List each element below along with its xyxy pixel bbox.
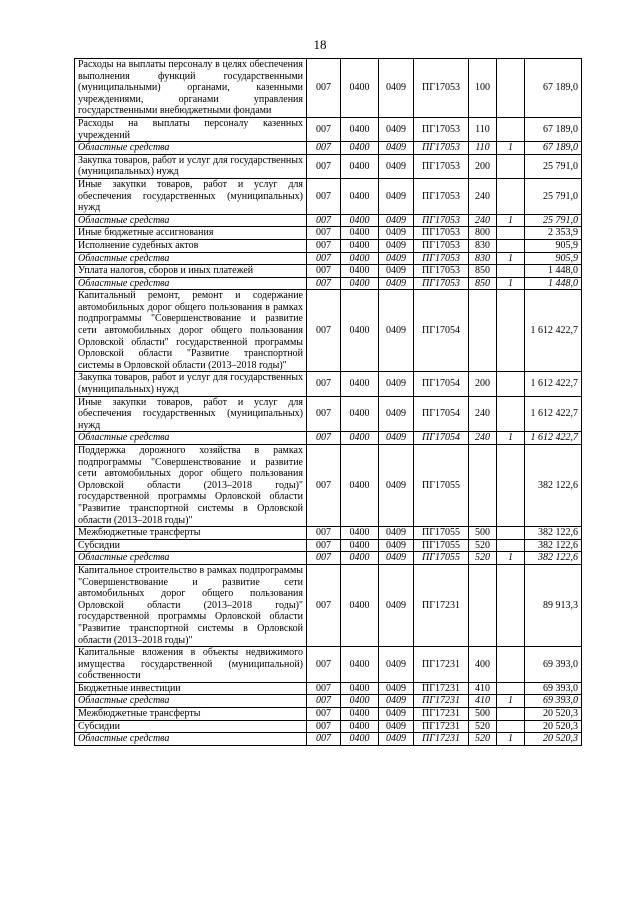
row-rz-cell: 0400 — [341, 154, 379, 178]
row-fin-cell: 1 — [497, 214, 525, 227]
table-row — [75, 708, 582, 721]
table-row — [75, 239, 582, 252]
row-vr-cell: 500 — [469, 708, 497, 721]
row-fin-cell: 1 — [497, 552, 525, 565]
row-rz-cell: 0400 — [341, 539, 379, 552]
row-fin-cell — [497, 682, 525, 695]
row-vr-cell: 110 — [469, 142, 497, 155]
row-name-cell: Закупка товаров, работ и услуг для государственных (муниципальных) нужд — [75, 154, 307, 178]
row-pr-cell: 0409 — [379, 227, 414, 240]
row-csr-cell: ПГ17053 — [414, 178, 469, 214]
row-name-cell: Капитальные вложения в объекты недвижимого имущества государственной (муниципальной) собственности — [75, 647, 307, 683]
row-ved-cell: 007 — [307, 239, 341, 252]
row-ved-cell: 007 — [307, 445, 341, 527]
row-sum-cell: 69 393,0 — [525, 695, 582, 708]
row-ved-cell: 007 — [307, 142, 341, 155]
row-name-cell: Областные средства — [75, 142, 307, 155]
row-name-cell: Областные средства — [75, 552, 307, 565]
row-name-cell: Субсидии — [75, 539, 307, 552]
table-row — [75, 527, 582, 540]
row-sum-cell: 1 612 422,7 — [525, 372, 582, 396]
row-name-cell: Областные средства — [75, 733, 307, 746]
row-pr-cell: 0409 — [379, 142, 414, 155]
row-rz-cell: 0400 — [341, 239, 379, 252]
row-csr-cell: ПГ17053 — [414, 277, 469, 290]
row-pr-cell: 0409 — [379, 239, 414, 252]
row-csr-cell: ПГ17231 — [414, 647, 469, 683]
row-vr-cell: 110 — [469, 117, 497, 141]
row-rz-cell: 0400 — [341, 647, 379, 683]
row-pr-cell: 0409 — [379, 290, 414, 372]
row-name-cell: Бюджетные инвестиции — [75, 682, 307, 695]
row-rz-cell: 0400 — [341, 527, 379, 540]
row-csr-cell: ПГ17055 — [414, 445, 469, 527]
row-csr-cell: ПГ17053 — [414, 142, 469, 155]
row-rz-cell: 0400 — [341, 564, 379, 646]
row-sum-cell: 69 393,0 — [525, 682, 582, 695]
row-ved-cell: 007 — [307, 552, 341, 565]
row-name-cell: Расходы на выплаты персоналу казенных учреждений — [75, 117, 307, 141]
row-rz-cell: 0400 — [341, 252, 379, 265]
row-csr-cell: ПГ17055 — [414, 527, 469, 540]
row-fin-cell — [497, 227, 525, 240]
row-pr-cell: 0409 — [379, 59, 414, 118]
row-pr-cell: 0409 — [379, 733, 414, 746]
row-vr-cell: 240 — [469, 396, 497, 432]
row-vr-cell: 200 — [469, 154, 497, 178]
row-csr-cell: ПГ17054 — [414, 290, 469, 372]
row-fin-cell — [497, 445, 525, 527]
row-vr-cell: 520 — [469, 733, 497, 746]
row-rz-cell: 0400 — [341, 59, 379, 118]
table-row — [75, 432, 582, 445]
page-number: 18 — [313, 37, 327, 52]
row-csr-cell: ПГ17053 — [414, 252, 469, 265]
row-pr-cell: 0409 — [379, 432, 414, 445]
row-fin-cell: 1 — [497, 277, 525, 290]
row-rz-cell: 0400 — [341, 552, 379, 565]
row-vr-cell: 850 — [469, 265, 497, 278]
table-row — [75, 227, 582, 240]
row-name-cell: Межбюджетные трансферты — [75, 708, 307, 721]
table-row — [75, 265, 582, 278]
row-vr-cell: 520 — [469, 720, 497, 733]
row-vr-cell: 240 — [469, 214, 497, 227]
row-ved-cell: 007 — [307, 290, 341, 372]
table-row — [75, 552, 582, 565]
row-sum-cell: 20 520,3 — [525, 733, 582, 746]
row-ved-cell: 007 — [307, 682, 341, 695]
row-csr-cell: ПГ17054 — [414, 396, 469, 432]
table-row — [75, 647, 582, 683]
row-csr-cell: ПГ17053 — [414, 59, 469, 118]
table-row — [75, 445, 582, 527]
row-sum-cell: 25 791,0 — [525, 154, 582, 178]
row-rz-cell: 0400 — [341, 214, 379, 227]
row-name-cell: Исполнение судебных актов — [75, 239, 307, 252]
row-ved-cell: 007 — [307, 539, 341, 552]
row-rz-cell: 0400 — [341, 227, 379, 240]
row-ved-cell: 007 — [307, 396, 341, 432]
row-csr-cell: ПГ17231 — [414, 708, 469, 721]
row-vr-cell — [469, 445, 497, 527]
row-csr-cell: ПГ17054 — [414, 372, 469, 396]
row-vr-cell: 200 — [469, 372, 497, 396]
row-fin-cell — [497, 647, 525, 683]
row-fin-cell — [497, 290, 525, 372]
row-sum-cell: 382 122,6 — [525, 539, 582, 552]
row-sum-cell: 905,9 — [525, 239, 582, 252]
row-vr-cell: 830 — [469, 252, 497, 265]
row-name-cell: Областные средства — [75, 277, 307, 290]
row-vr-cell: 520 — [469, 539, 497, 552]
table-row — [75, 117, 582, 141]
row-ved-cell: 007 — [307, 708, 341, 721]
row-ved-cell: 007 — [307, 527, 341, 540]
table-row — [75, 396, 582, 432]
table-row — [75, 695, 582, 708]
row-ved-cell: 007 — [307, 277, 341, 290]
row-vr-cell: 500 — [469, 527, 497, 540]
row-pr-cell: 0409 — [379, 720, 414, 733]
row-pr-cell: 0409 — [379, 277, 414, 290]
row-rz-cell: 0400 — [341, 117, 379, 141]
row-vr-cell: 830 — [469, 239, 497, 252]
row-vr-cell: 240 — [469, 432, 497, 445]
row-csr-cell: ПГ17053 — [414, 265, 469, 278]
row-ved-cell: 007 — [307, 227, 341, 240]
row-fin-cell: 1 — [497, 695, 525, 708]
row-name-cell: Областные средства — [75, 214, 307, 227]
row-pr-cell: 0409 — [379, 445, 414, 527]
row-vr-cell: 800 — [469, 227, 497, 240]
row-csr-cell: ПГ17231 — [414, 695, 469, 708]
row-rz-cell: 0400 — [341, 682, 379, 695]
row-fin-cell: 1 — [497, 142, 525, 155]
row-ved-cell: 007 — [307, 154, 341, 178]
row-sum-cell: 67 189,0 — [525, 59, 582, 118]
row-name-cell: Областные средства — [75, 432, 307, 445]
row-csr-cell: ПГ17231 — [414, 720, 469, 733]
row-rz-cell: 0400 — [341, 178, 379, 214]
row-fin-cell — [497, 527, 525, 540]
row-name-cell: Уплата налогов, сборов и иных платежей — [75, 265, 307, 278]
row-ved-cell: 007 — [307, 432, 341, 445]
row-fin-cell — [497, 539, 525, 552]
row-fin-cell — [497, 396, 525, 432]
table-row — [75, 564, 582, 646]
row-csr-cell: ПГ17054 — [414, 432, 469, 445]
row-sum-cell: 1 612 422,7 — [525, 432, 582, 445]
table-row — [75, 59, 582, 118]
row-vr-cell — [469, 290, 497, 372]
row-name-cell: Областные средства — [75, 695, 307, 708]
row-name-cell: Иные бюджетные ассигнования — [75, 227, 307, 240]
row-ved-cell: 007 — [307, 372, 341, 396]
row-csr-cell: ПГ17053 — [414, 227, 469, 240]
row-vr-cell: 850 — [469, 277, 497, 290]
row-fin-cell: 1 — [497, 252, 525, 265]
row-ved-cell: 007 — [307, 720, 341, 733]
row-fin-cell — [497, 265, 525, 278]
row-csr-cell: ПГ17053 — [414, 214, 469, 227]
row-sum-cell: 1 448,0 — [525, 277, 582, 290]
row-name-cell: Расходы на выплаты персоналу в целях обеспечения выполнения функций государственными (муниципальными) органами, казенными учреждениями, органами управления государственными внебюджетными фондами — [75, 59, 307, 118]
row-ved-cell: 007 — [307, 59, 341, 118]
row-sum-cell: 905,9 — [525, 252, 582, 265]
row-rz-cell: 0400 — [341, 372, 379, 396]
row-ved-cell: 007 — [307, 214, 341, 227]
row-sum-cell: 382 122,6 — [525, 527, 582, 540]
table-row — [75, 142, 582, 155]
row-vr-cell — [469, 564, 497, 646]
row-csr-cell: ПГ17231 — [414, 733, 469, 746]
row-rz-cell: 0400 — [341, 290, 379, 372]
row-name-cell: Областные средства — [75, 252, 307, 265]
row-pr-cell: 0409 — [379, 647, 414, 683]
row-sum-cell: 25 791,0 — [525, 178, 582, 214]
row-rz-cell: 0400 — [341, 265, 379, 278]
row-csr-cell: ПГ17231 — [414, 682, 469, 695]
table-row — [75, 372, 582, 396]
row-fin-cell — [497, 117, 525, 141]
table-row — [75, 290, 582, 372]
row-pr-cell: 0409 — [379, 252, 414, 265]
row-fin-cell: 1 — [497, 733, 525, 746]
row-pr-cell: 0409 — [379, 552, 414, 565]
row-csr-cell: ПГ17053 — [414, 239, 469, 252]
row-name-cell: Закупка товаров, работ и услуг для государственных (муниципальных) нужд — [75, 372, 307, 396]
row-sum-cell: 20 520,3 — [525, 720, 582, 733]
row-sum-cell: 20 520,3 — [525, 708, 582, 721]
row-ved-cell: 007 — [307, 647, 341, 683]
row-rz-cell: 0400 — [341, 396, 379, 432]
row-fin-cell — [497, 178, 525, 214]
table-row — [75, 252, 582, 265]
row-ved-cell: 007 — [307, 733, 341, 746]
row-sum-cell: 67 189,0 — [525, 117, 582, 141]
row-rz-cell: 0400 — [341, 432, 379, 445]
table-row — [75, 277, 582, 290]
table-row — [75, 178, 582, 214]
table-row — [75, 539, 582, 552]
row-sum-cell: 1 612 422,7 — [525, 290, 582, 372]
row-name-cell: Межбюджетные трансферты — [75, 527, 307, 540]
row-fin-cell — [497, 59, 525, 118]
row-ved-cell: 007 — [307, 265, 341, 278]
row-vr-cell: 400 — [469, 647, 497, 683]
row-csr-cell: ПГ17055 — [414, 539, 469, 552]
row-ved-cell: 007 — [307, 252, 341, 265]
row-rz-cell: 0400 — [341, 708, 379, 721]
row-vr-cell: 410 — [469, 682, 497, 695]
row-sum-cell: 67 189,0 — [525, 142, 582, 155]
row-pr-cell: 0409 — [379, 682, 414, 695]
row-rz-cell: 0400 — [341, 733, 379, 746]
row-sum-cell: 382 122,6 — [525, 552, 582, 565]
row-ved-cell: 007 — [307, 695, 341, 708]
row-pr-cell: 0409 — [379, 214, 414, 227]
row-sum-cell: 25 791,0 — [525, 214, 582, 227]
table-row — [75, 733, 582, 746]
row-pr-cell: 0409 — [379, 695, 414, 708]
row-fin-cell — [497, 720, 525, 733]
row-pr-cell: 0409 — [379, 154, 414, 178]
row-pr-cell: 0409 — [379, 708, 414, 721]
row-csr-cell: ПГ17055 — [414, 552, 469, 565]
row-name-cell: Поддержка дорожного хозяйства в рамках подпрограммы "Совершенствование и развитие сети автомобильных дорог общего пользования Орловской области (2013–2018 годы)" государственной программы Орловской области "Развитие транспортной системы в Орловской области (2013–2018 годы)" — [75, 445, 307, 527]
row-sum-cell: 1 448,0 — [525, 265, 582, 278]
row-rz-cell: 0400 — [341, 720, 379, 733]
table-row — [75, 682, 582, 695]
row-fin-cell — [497, 154, 525, 178]
row-fin-cell — [497, 564, 525, 646]
table-row — [75, 154, 582, 178]
table-row — [75, 214, 582, 227]
row-pr-cell: 0409 — [379, 564, 414, 646]
row-vr-cell: 240 — [469, 178, 497, 214]
row-sum-cell: 69 393,0 — [525, 647, 582, 683]
row-pr-cell: 0409 — [379, 372, 414, 396]
row-name-cell: Капитальное строительство в рамках подпрограммы "Совершенствование и развитие сети автомобильных дорог общего пользования Орловской области (2013–2018 годы)" государственной программы Орловской области "Развитие транспортной системы в Орловской области (2013–2018 годы)" — [75, 564, 307, 646]
row-rz-cell: 0400 — [341, 142, 379, 155]
row-sum-cell: 89 913,3 — [525, 564, 582, 646]
row-ved-cell: 007 — [307, 178, 341, 214]
row-csr-cell: ПГ17053 — [414, 154, 469, 178]
row-name-cell: Субсидии — [75, 720, 307, 733]
row-csr-cell: ПГ17053 — [414, 117, 469, 141]
row-vr-cell: 520 — [469, 552, 497, 565]
row-fin-cell — [497, 239, 525, 252]
row-pr-cell: 0409 — [379, 527, 414, 540]
row-rz-cell: 0400 — [341, 695, 379, 708]
row-pr-cell: 0409 — [379, 265, 414, 278]
row-pr-cell: 0409 — [379, 539, 414, 552]
row-name-cell: Иные закупки товаров, работ и услуг для обеспечения государственных (муниципальных) нужд — [75, 178, 307, 214]
row-fin-cell: 1 — [497, 432, 525, 445]
budget-table — [74, 58, 582, 746]
row-rz-cell: 0400 — [341, 277, 379, 290]
row-pr-cell: 0409 — [379, 396, 414, 432]
row-name-cell: Иные закупки товаров, работ и услуг для обеспечения государственных (муниципальных) нужд — [75, 396, 307, 432]
row-vr-cell: 100 — [469, 59, 497, 118]
row-sum-cell: 1 612 422,7 — [525, 396, 582, 432]
row-pr-cell: 0409 — [379, 178, 414, 214]
row-fin-cell — [497, 372, 525, 396]
row-rz-cell: 0400 — [341, 445, 379, 527]
row-name-cell: Капитальный ремонт, ремонт и содержание автомобильных дорог общего пользования в рамках подпрограммы "Совершенствование и развитие сети автомобильных дорог общего пользования Орловской области" государственной программы Орловской области "Развитие транспортной системы в Орловской области (2013–2018 годы)" — [75, 290, 307, 372]
row-pr-cell: 0409 — [379, 117, 414, 141]
row-vr-cell: 410 — [469, 695, 497, 708]
row-fin-cell — [497, 708, 525, 721]
row-ved-cell: 007 — [307, 117, 341, 141]
row-sum-cell: 382 122,6 — [525, 445, 582, 527]
row-sum-cell: 2 353,9 — [525, 227, 582, 240]
row-ved-cell: 007 — [307, 564, 341, 646]
row-csr-cell: ПГ17231 — [414, 564, 469, 646]
table-row — [75, 720, 582, 733]
